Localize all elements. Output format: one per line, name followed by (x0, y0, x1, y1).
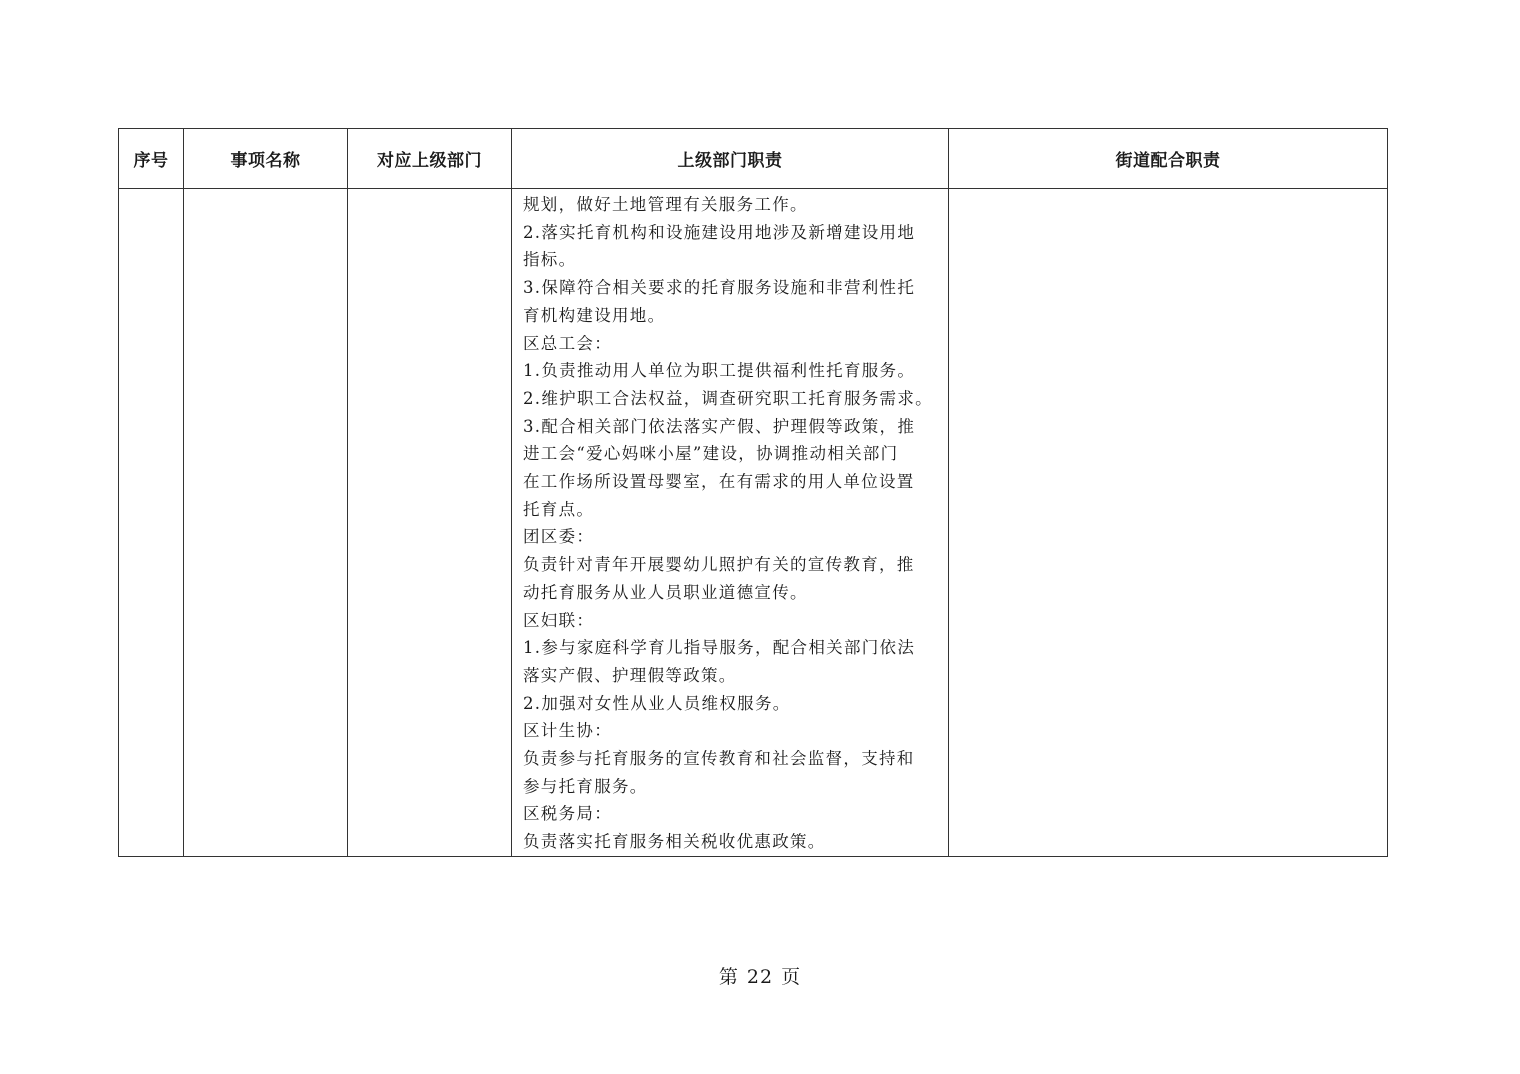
cell-item-name (184, 189, 348, 857)
header-item-name: 事项名称 (184, 129, 348, 189)
header-upper-duty: 上级部门职责 (512, 129, 949, 189)
page-prefix: 第 (718, 966, 739, 988)
duty-text-line: 3.保障符合相关要求的托育服务设施和非营利性托 (523, 278, 916, 298)
table-header-row (119, 129, 1388, 189)
duty-text-line: 育机构建设用地。 (523, 305, 666, 325)
page-suffix: 页 (781, 966, 802, 988)
duty-text-line: 落实产假、护理假等政策。 (523, 665, 737, 685)
duty-text-line: 区妇联： (523, 610, 595, 630)
duty-text-line: 参与托育服务。 (523, 776, 648, 796)
cell-street-duty (949, 189, 1388, 857)
duty-text-line: 进工会“爱心妈咪小屋”建设，协调推动相关部门 (523, 444, 899, 464)
header-street-duty: 街道配合职责 (949, 129, 1388, 189)
duty-table (118, 128, 1388, 857)
duty-text-line: 规划，做好土地管理有关服务工作。 (523, 195, 808, 214)
header-index: 序号 (119, 129, 184, 189)
duty-text-line: 指标。 (523, 250, 577, 270)
duty-text-line: 区税务局： (523, 804, 612, 824)
cell-upper-duty (512, 189, 949, 857)
duty-text-line: 负责针对青年开展婴幼儿照护有关的宣传教育，推 (523, 555, 915, 575)
duty-text-line: 2.落实托育机构和设施建设用地涉及新增建设用地 (523, 222, 916, 242)
duty-text-line: 托育点。 (523, 499, 595, 519)
duty-text-line: 团区委： (523, 527, 595, 547)
cell-upper-dept (348, 189, 512, 857)
duty-text-line: 区总工会： (523, 333, 612, 353)
duty-text-line: 1.参与家庭科学育儿指导服务，配合相关部门依法 (523, 638, 916, 658)
cell-index (119, 189, 184, 857)
duty-text-line: 2.维护职工合法权益，调查研究职工托育服务需求。 (523, 388, 933, 408)
duty-text-line: 动托育服务从业人员职业道德宣传。 (523, 582, 808, 602)
duty-text-line: 3.配合相关部门依法落实产假、护理假等政策，推 (523, 416, 916, 436)
duty-text-line: 在工作场所设置母婴室，在有需求的用人单位设置 (523, 472, 915, 492)
duty-text-line: 区计生协： (523, 721, 612, 741)
page-number-footer (0, 962, 1520, 989)
header-upper-dept: 对应上级部门 (348, 129, 512, 189)
duty-text-line: 负责参与托育服务的宣传教育和社会监督，支持和 (523, 749, 915, 769)
duty-text-line: 2.加强对女性从业人员维权服务。 (523, 693, 791, 713)
table-row (119, 189, 1388, 857)
page-number: 22 (746, 966, 774, 988)
duty-text-line: 1.负责推动用人单位为职工提供福利性托育服务。 (523, 361, 916, 381)
duty-text-line: 负责落实托育服务相关税收优惠政策。 (523, 832, 826, 852)
